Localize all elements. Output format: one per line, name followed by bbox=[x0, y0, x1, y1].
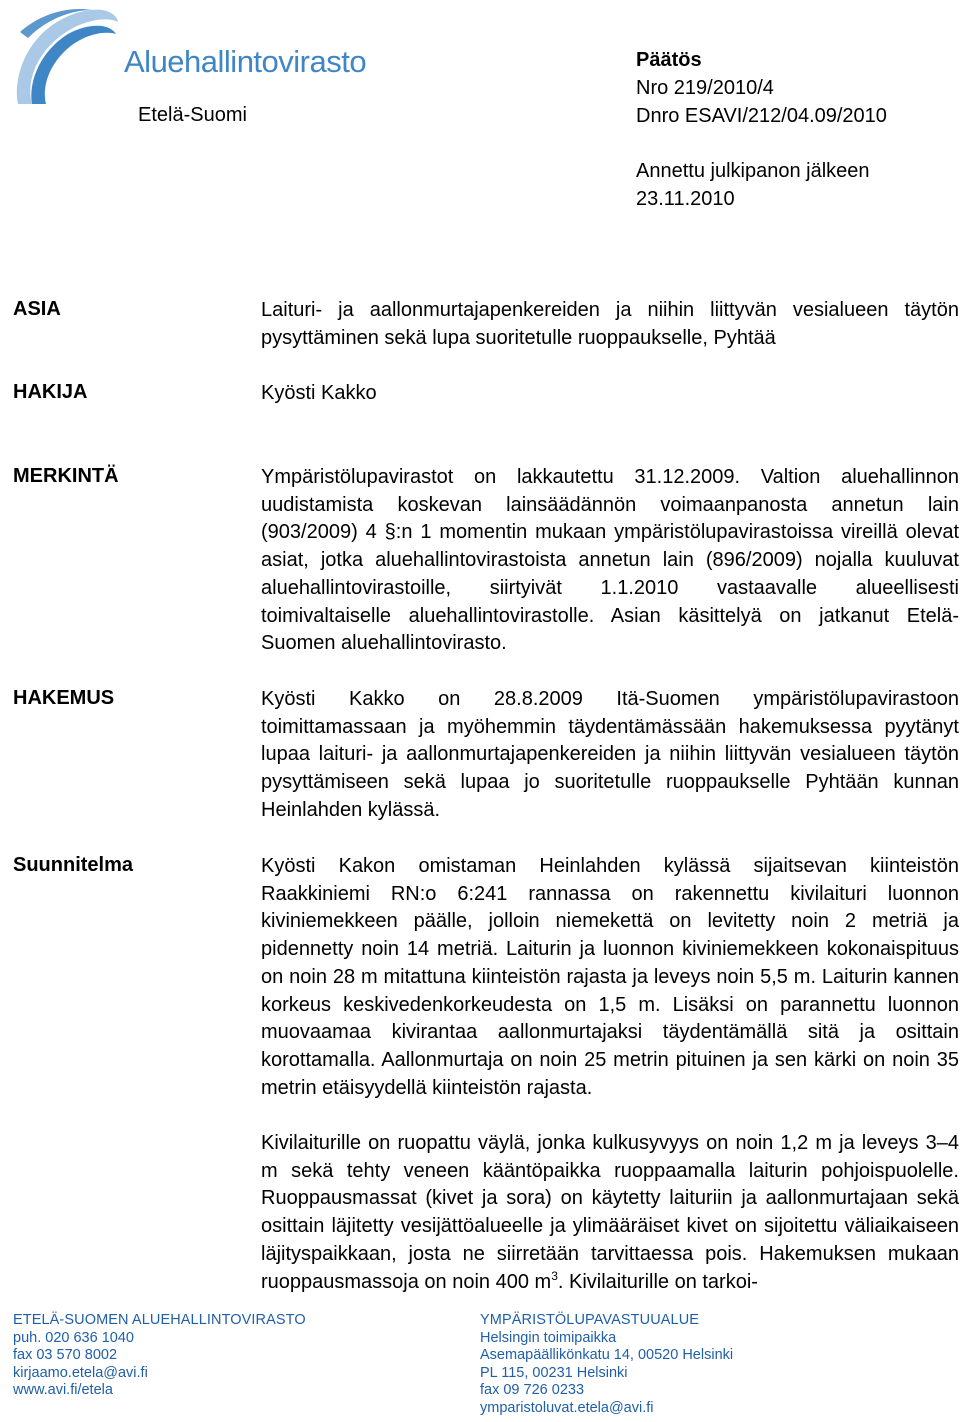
issued-line: Annettu julkipanon jälkeen bbox=[636, 160, 870, 182]
region-name: Etelä-Suomi bbox=[138, 104, 247, 126]
hakemus-text: Kyösti Kakko on 28.8.2009 Itä-Suomen ympäristölupavirastoon toimittamassaan ja myöhemmin täydentämässään hakemuksessa pyytänyt lupaa laituri- ja aallonmurtajapenkereiden ja niihin liittyvän vesialueen täytön pysyttämiseen sekä lupaa jo suoritetulle ruoppaukselle Pyhtään kunnan Heinlahden kylässä. bbox=[261, 688, 959, 821]
footer-contact-right bbox=[480, 1312, 733, 1418]
hakija-label: HAKIJA bbox=[13, 381, 88, 403]
footer-agency-name: ETELÄ-SUOMEN ALUEHALLINTOVIRASTO bbox=[13, 1312, 306, 1328]
footer-fax: fax 03 570 8002 bbox=[13, 1347, 118, 1364]
footer-fax-right: fax 09 726 0233 bbox=[480, 1382, 585, 1399]
footer-office: Helsingin toimipaikka bbox=[480, 1329, 617, 1346]
suunnitelma-text: Kyösti Kakon omistaman Heinlahden kylässä sijaitsevan kiinteistön Raakkiniemi RN:o 6:241 rannassa on rakennettu kivilaituri luonnon kiviniemekkeen päälle, jolloin niemekettä on levitetty noin 2 metriä ja pidennetty noin 14 metriä. Laiturin ja luonnon kiviniemekkeen kokonaispituus on noin 28 m mitattuna kiinteistön rajasta ja leveys noin 5,5 m. Laiturin kannen korkeus keskivedenkorkeudesta on 1,5 m. Lisäksi on parannettu luonnon muovaamaa kivirantaa aallonmurtajaksi täydentämällä sitä ja osittain korottamalla. Aallonmurtaja on noin 25 metrin pituinen ja sen kärki on noin 35 metrin etäisyydellä kiinteistön rajasta. bbox=[261, 855, 959, 1099]
decision-info bbox=[636, 46, 887, 213]
asia-label: ASIA bbox=[13, 298, 61, 320]
footer-email-link[interactable]: kirjaamo.etela@avi.fi bbox=[13, 1364, 148, 1381]
merkinta-text: Ympäristölupavirastot on lakkautettu 31.12.2009. Valtion aluehallinnon uudistamista koskevan lainsäädännön voimaanpanosta annetun lain (903/2009) 4 §:n 1 momentin mukaan ympäristölupavirastoissa vireillä olevat asiat, jotka aluehallintovirastoista annetun lain (896/2009) nojalla kuuluvat aluehallintovirastoille, siirtyivät 1.1.2010 vastaavalle alueellisesti toimivaltaiselle aluehallintovirastolle. Asian käsittelyä on jatkanut Etelä-Suomen aluehallintovirasto. bbox=[261, 466, 959, 655]
kivilaituri-text: Kivilaiturille on ruopattu väylä, jonka kulkusyvyys on noin 1,2 m ja leveys 3–4 m sekä tehty veneen kääntöpaikka ruoppaamalla laiturin pohjoispuolelle. Ruoppausmassat (kivet ja sora) on käytetty laituriin ja aallonmurtajaan sekä osittain läjitetty vesijättöalueelle ja ylimääräiset kivet on sijoitettu väliaikaiseen läjityspaikkaan, josta ne siirretään tarvittaessa pois. Hakemuksen mukaan ruoppausmassoja on noin 400 $m^3$. Kivilaiturille on tarkoi- bbox=[261, 1132, 959, 1293]
footer-po-box: PL 115, 00231 Helsinki bbox=[480, 1364, 628, 1381]
issued-date: 23.11.2010 bbox=[636, 188, 735, 210]
footer-phone: puh. 020 636 1040 bbox=[13, 1329, 134, 1346]
decision-number: Nro 219/2010/4 bbox=[636, 77, 774, 99]
agency-logo-text: Aluehallintovirasto bbox=[124, 44, 367, 79]
decision-title: Päätös bbox=[636, 49, 702, 71]
footer-email-link-right[interactable]: ymparistoluvat.etela@avi.fi bbox=[480, 1399, 654, 1416]
suunnitelma-label: Suunnitelma bbox=[13, 854, 134, 876]
agency-logo bbox=[10, 4, 390, 110]
footer-unit-name: YMPÄRISTÖLUPAVASTUUALUE bbox=[480, 1312, 700, 1328]
asia-text: Laituri- ja aallonmurtajapenkereiden ja niihin liittyvän vesialueen täytön pysyttäminen sekä lupa suoritetulle ruoppaukselle, Pyhtää bbox=[261, 299, 959, 349]
hakija-text: Kyösti Kakko bbox=[261, 382, 377, 404]
merkinta-label: MERKINTÄ bbox=[13, 465, 119, 487]
agency-logo-icon bbox=[10, 4, 122, 110]
hakemus-label: HAKEMUS bbox=[13, 687, 115, 709]
footer-contact-left bbox=[13, 1312, 306, 1400]
footer-street-address: Asemapäällikönkatu 14, 00520 Helsinki bbox=[480, 1347, 734, 1364]
footer-web-link[interactable]: www.avi.fi/etela bbox=[13, 1382, 113, 1399]
case-number: Dnro ESAVI/212/04.09/2010 bbox=[636, 105, 887, 127]
